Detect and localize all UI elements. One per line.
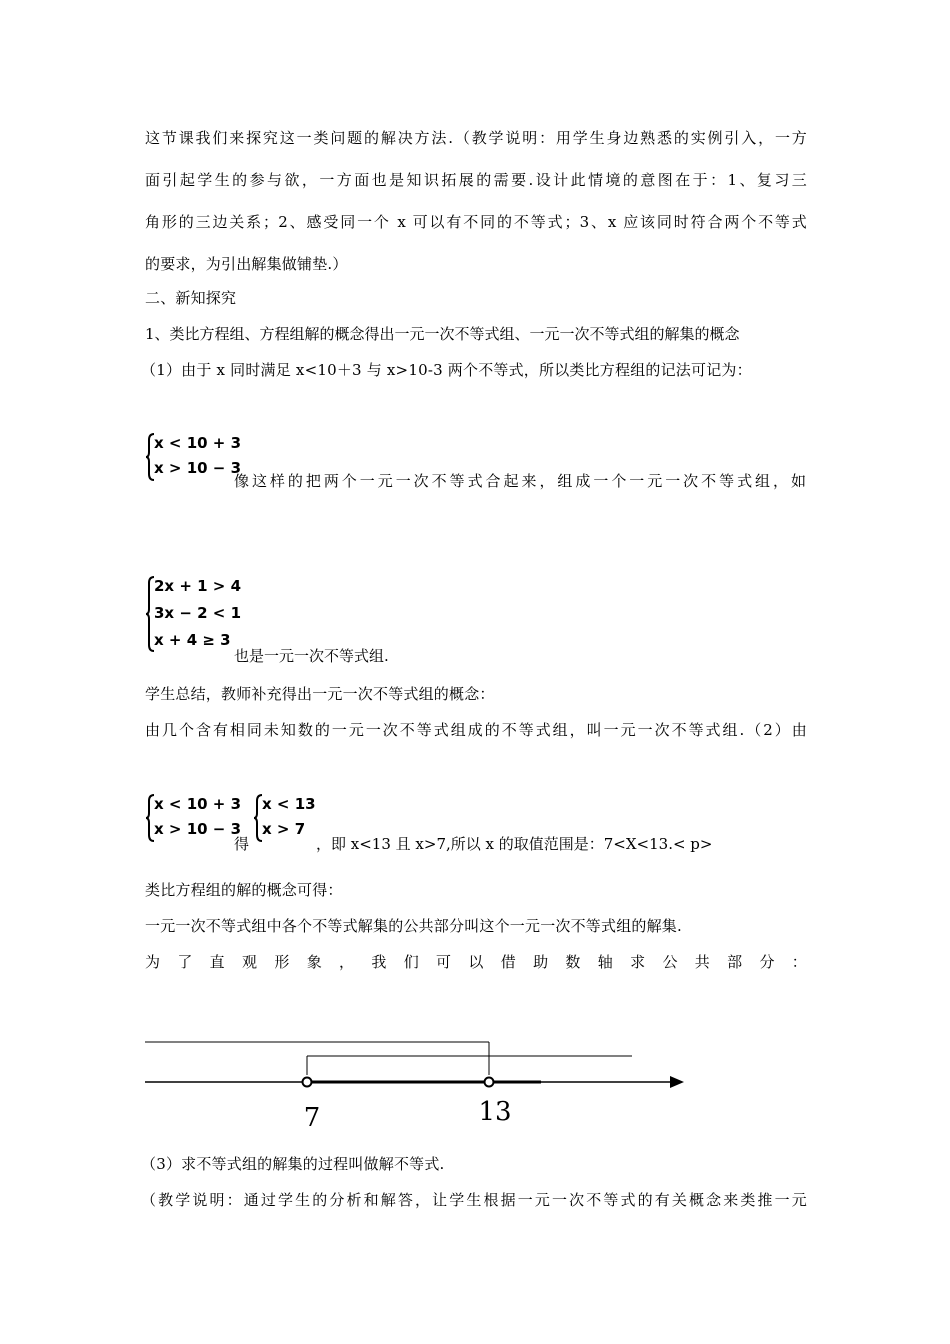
concept-title: 1、类比方程组、方程组解的概念得出一元一次不等式组、一元一次不等式组的解集的概念 [145,325,740,343]
item-1: （1）由于 x 同时满足 x<10＋3 与 x>10-3 两个不等式，所以类比方程组的记法可记为： [141,361,752,379]
section-title: 二、新知探究 [145,289,237,307]
number-line-intro: 为了直观形象，我们可以借助数轴求公共部分： [145,953,807,971]
system-note: 也是一元一次不等式组. [234,647,389,665]
paragraph-line: 角形的三边关系；2、感受同一个 x 可以有不同的不等式；3、x 应该同时符合两个不等式 [145,213,807,231]
definition: 由几个含有相同未知数的一元一次不等式组成的不等式组，叫一元一次不等式组.（2）由 [145,721,807,739]
paragraph-line: 面引起学生的参与欲，一方面也是知识拓展的需要.设计此情境的意图在于：1、复习三 [145,171,807,189]
item-3: （3）求不等式组的解集的过程叫做解不等式. [141,1155,445,1173]
tick-label-13: 13 [478,1097,512,1127]
system-row: x > 10 − 3 [154,820,242,838]
system-row: x > 7 [262,820,306,838]
system-row: x < 10 + 3 [154,795,242,813]
analogy-text: 类比方程组的解的概念可得： [145,881,343,899]
system-row: x + 4 ≥ 3 [154,631,231,649]
system-explanation: 像这样的把两个一元一次不等式合起来，组成一个一元一次不等式组，如 [234,472,806,490]
inequality-system-3b [253,793,315,845]
axis-arrow-icon [670,1076,684,1088]
inequality-system-3a [145,793,242,845]
number-line-diagram [0,1030,700,1130]
solution-set-definition: 一元一次不等式组中各个不等式解集的公共部分叫这个一元一次不等式组的解集. [145,917,682,935]
tick-label-7: 7 [303,1103,321,1130]
paragraph-line: 这节课我们来探究这一类问题的解决方法.（教学说明：用学生身边熟悉的实例引入，一方 [145,129,807,147]
system-row: x < 13 [262,795,316,813]
system-row: 2x + 1 > 4 [154,577,242,595]
inequality-system-2 [145,575,240,655]
de-word: 得 [234,835,250,853]
open-point-13 [485,1078,494,1087]
system-row: 3x − 2 < 1 [154,604,242,622]
system-row: x > 10 − 3 [154,459,242,477]
paragraph-line: 的要求，为引出解集做铺垫.） [145,255,348,273]
summary-intro: 学生总结，教师补充得出一元一次不等式组的概念： [145,685,495,703]
result-text: ，即 x<13 且 x>7,所以 x 的取值范围是：7<X<13.< p> [316,835,713,853]
inequality-system-1 [145,432,242,484]
teaching-note: （教学说明：通过学生的分析和解答，让学生根据一元一次不等式的有关概念来类推一元 [141,1191,807,1209]
open-point-7 [303,1078,312,1087]
system-row: x < 10 + 3 [154,434,242,452]
